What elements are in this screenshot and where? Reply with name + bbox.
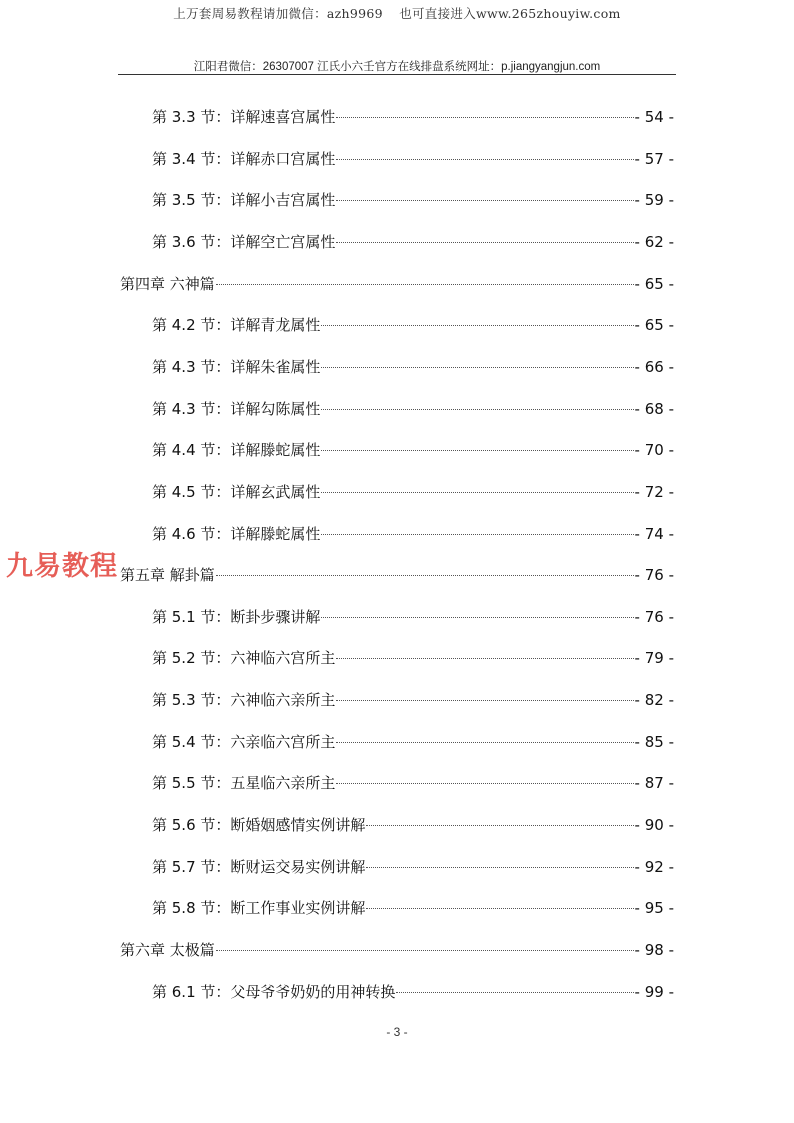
toc-entry-page-number: - 54 - (634, 108, 674, 126)
toc-dot-leader (366, 867, 633, 868)
toc-entry-page-number: - 95 - (634, 899, 674, 918)
toc-dot-leader (336, 117, 633, 118)
toc-dot-leader (336, 159, 633, 160)
toc-entry-title: 第 5.5 节：五星临六亲所主 (152, 774, 336, 793)
toc-entry-title: 第 3.6 节：详解空亡宫属性 (152, 232, 336, 251)
toc-section-entry[interactable] (152, 356, 674, 380)
toc-entry-page-number: - 92 - (634, 857, 674, 876)
toc-entry-title: 第 6.1 节：父母爷爷奶奶的用神转换 (152, 982, 396, 1001)
toc-dot-leader (396, 992, 633, 993)
toc-dot-leader (216, 284, 634, 285)
toc-entry-title: 第 3.3 节：详解速喜宫属性 (152, 108, 336, 126)
toc-chapter-entry[interactable] (120, 564, 674, 588)
toc-entry-title: 第 4.5 节：详解玄武属性 (152, 482, 321, 501)
toc-dot-leader (321, 534, 633, 535)
toc-entry-page-number: - 85 - (634, 732, 674, 751)
top-banner (0, 4, 794, 22)
toc-dot-leader (336, 700, 633, 701)
toc-dot-leader (336, 658, 633, 659)
toc-entry-page-number: - 65 - (634, 274, 674, 293)
toc-entry-title: 第 4.2 节：详解青龙属性 (152, 316, 321, 335)
watermark-logo: 九易教程 (6, 551, 118, 582)
toc-dot-leader (366, 825, 633, 826)
toc-dot-leader (336, 742, 633, 743)
toc-dot-leader (321, 325, 633, 326)
toc-dot-leader (336, 783, 633, 784)
toc-entry-title: 第 5.2 节：六神临六宫所主 (152, 649, 336, 668)
toc-entry-page-number: - 65 - (634, 316, 674, 335)
toc-entry-title: 第 3.5 节：详解小吉宫属性 (152, 191, 336, 210)
toc-entry-title: 第 5.7 节：断财运交易实例讲解 (152, 857, 366, 876)
toc-entry-title: 第四章 六神篇 (120, 274, 215, 293)
toc-entry-page-number: - 82 - (634, 691, 674, 710)
toc-dot-leader (216, 575, 634, 576)
toc-entry-page-number: - 90 - (634, 816, 674, 835)
toc-section-entry[interactable] (152, 481, 674, 505)
toc-entry-page-number: - 98 - (634, 941, 674, 959)
header-divider (118, 74, 676, 75)
toc-entry-title: 第 4.3 节：详解勾陈属性 (152, 399, 321, 418)
toc-entry-title: 第 5.3 节：六神临六亲所主 (152, 691, 336, 710)
toc-section-entry[interactable] (152, 814, 674, 838)
toc-entry-page-number: - 74 - (634, 524, 674, 543)
toc-dot-leader (336, 200, 633, 201)
toc-section-entry[interactable] (152, 439, 674, 463)
toc-section-entry[interactable] (152, 231, 674, 255)
toc-dot-leader (216, 950, 634, 951)
toc-section-entry[interactable] (152, 606, 674, 630)
toc-dot-leader (366, 908, 633, 909)
toc-section-entry[interactable] (152, 148, 674, 172)
toc-entry-title: 第 5.8 节：断工作事业实例讲解 (152, 899, 366, 918)
toc-section-entry[interactable] (152, 314, 674, 338)
toc-section-entry[interactable] (152, 856, 674, 880)
toc-entry-page-number: - 87 - (634, 774, 674, 793)
toc-section-entry[interactable] (152, 772, 674, 796)
toc-entry-page-number: - 62 - (634, 232, 674, 251)
toc-dot-leader (336, 242, 633, 243)
toc-entry-page-number: - 66 - (634, 357, 674, 376)
toc-section-entry[interactable] (152, 523, 674, 547)
toc-entry-title: 第 5.1 节：断卦步骤讲解 (152, 607, 321, 626)
banner-website-text: 也可直接进入www.265zhouyiw.com (399, 6, 621, 21)
toc-section-entry[interactable] (152, 897, 674, 921)
toc-chapter-entry[interactable] (120, 939, 674, 963)
toc-entry-page-number: - 76 - (634, 566, 674, 585)
page-number: - 3 - (386, 1025, 408, 1039)
toc-chapter-entry[interactable] (120, 273, 674, 297)
toc-section-entry[interactable] (152, 689, 674, 713)
toc-section-entry[interactable] (152, 106, 674, 130)
toc-entry-title: 第六章 太极篇 (120, 941, 215, 959)
banner-wechat-text: 上万套周易教程请加微信：azh9969 (173, 6, 383, 21)
toc-dot-leader (321, 367, 633, 368)
toc-section-entry[interactable] (152, 398, 674, 422)
page-header: 江阳君微信：26307007 江氏小六壬官方在线排盘系统网址：p.jiangyangjun.com (193, 61, 601, 73)
toc-section-entry[interactable] (152, 647, 674, 671)
toc-entry-page-number: - 79 - (634, 649, 674, 668)
toc-entry-page-number: - 72 - (634, 482, 674, 501)
toc-entry-page-number: - 99 - (634, 982, 674, 1001)
toc-entry-page-number: - 70 - (634, 441, 674, 460)
toc-entry-title: 第 5.4 节：六亲临六宫所主 (152, 732, 336, 751)
toc-entry-page-number: - 76 - (634, 607, 674, 626)
toc-dot-leader (321, 450, 633, 451)
toc-entry-title: 第 4.6 节：详解滕蛇属性 (152, 524, 321, 543)
toc-section-entry[interactable] (152, 981, 674, 1005)
toc-section-entry[interactable] (152, 731, 674, 755)
toc-entry-title: 第 5.6 节：断婚姻感情实例讲解 (152, 816, 366, 835)
toc-entry-title: 第 4.3 节：详解朱雀属性 (152, 357, 321, 376)
toc-entry-title: 第 4.4 节：详解滕蛇属性 (152, 441, 321, 460)
toc-entry-title: 第 3.4 节：详解赤口宫属性 (152, 149, 336, 168)
toc-dot-leader (321, 617, 633, 618)
toc-entry-page-number: - 57 - (634, 149, 674, 168)
toc-section-entry[interactable] (152, 189, 674, 213)
toc-dot-leader (321, 409, 633, 410)
toc-entry-page-number: - 68 - (634, 399, 674, 418)
toc-dot-leader (321, 492, 633, 493)
toc-entry-title: 第五章 解卦篇 (120, 566, 215, 585)
toc-entry-page-number: - 59 - (634, 191, 674, 210)
